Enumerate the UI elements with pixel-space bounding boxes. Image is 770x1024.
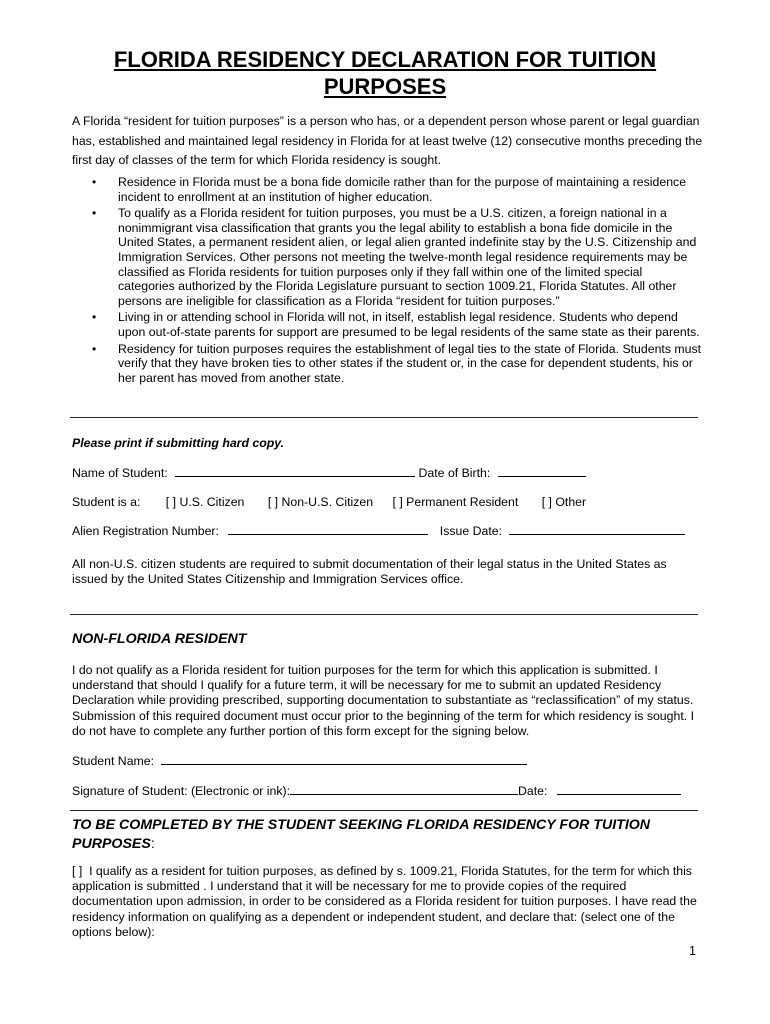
other-checkbox[interactable]: [ ] Other [541,495,587,509]
signature-row [72,783,681,799]
bullet-icon: • [92,310,97,325]
signature-label: Signature of Student: (Electronic or ink): [72,784,291,798]
student-name-label: Student Name: [72,754,155,768]
bullet-icon: • [92,206,97,221]
dob-field[interactable] [498,465,586,477]
alien-number-label: Alien Registration Number: [72,524,219,538]
section-divider [70,614,698,615]
non-florida-heading: NON-FLORIDA RESIDENT [72,631,247,647]
list-item: • Residence in Florida must be a bona fide domicile rather than for the purpose of maintaining a residence incident to enrollment at an institution of higher education. [92,175,687,204]
section-divider [70,417,698,418]
alien-number-field[interactable] [228,523,428,535]
list-item: • Residency for tuition purposes requires the establishment of legal ties to the state of Florida. Students must verify that they have broken ties to other states if the student or, in the case for dependent students, his or her parent has moved from another state. [92,341,702,385]
status-row [72,495,586,510]
page-number: 1 [689,944,696,958]
issue-date-field[interactable] [509,523,685,535]
requirements-list [72,175,702,387]
student-is-label: Student is a: [72,495,141,509]
student-name-field[interactable] [161,753,527,765]
name-field[interactable] [175,465,415,477]
section-divider [70,810,698,811]
non-florida-paragraph: I do not qualify as a Florida resident for tuition purposes for the term for which this application is submitted. I understand that should I qualify for a future term, it will be necessary for me to submit an updated Residency Declaration while providing prescribed, supporting documentation to substantiate as “reclassification” of my status. Submission of this required document must occur prior to the beginning of the term for which residency is sought. I do not have to complete any further portion of this form except for the signing below. [72,663,694,738]
page-title: FLORIDA RESIDENCY DECLARATION FOR TUITION PURPOSES [113,47,657,99]
qualify-checkbox[interactable]: [ ] [72,864,83,878]
bullet-icon: • [92,175,97,189]
print-note: Please print if submitting hard copy. [72,436,285,450]
student-name-row [72,753,527,769]
list-item: • Living in or attending school in Florida will not, in itself, establish legal residence. Students who depend upon out-of-state parents for support are presumed to be legal residents of the same state as their parents. [92,310,700,339]
permanent-resident-checkbox[interactable]: [ ] Permanent Resident [392,495,519,509]
name-row [72,465,586,481]
dob-label: Date of Birth: [418,466,491,480]
list-item: • To qualify as a Florida resident for tuition purposes, you must be a U.S. citizen, a foreign national in a nonimmigrant visa classification that grants you the legal ability to establish a bona fide domicile in the United States, a permanent resident alien, or legal alien granted indefinite stay by the U.S. Citizenship and Immigration Services. Other persons not meeting the twelve-month legal residence requirements may be classified as Florida residents for tuition purposes only if they fall within one of the limited special categories authorized by the Florida Legislature pursuant to section 1009.21, Florida Statutes. All other persons are ineligible for classification as a Florida “resident for tuition purposes.” [92,206,697,308]
issue-date-label: Issue Date: [439,524,502,538]
signature-field[interactable] [290,783,518,795]
bullet-icon: • [92,341,97,356]
alien-row [72,523,685,539]
signature-date-label: Date: [518,784,548,798]
residency-paragraph: [ ] I qualify as a resident for tuition purposes, as defined by s. 1009.21, Florida Statutes, for the term for which this application is submitted . I understand that it will be necessary for me to provide copies of the required documentation upon admission, in order to be considered as a Florida resident for tuition purposes. I have read the residency information on qualifying as a dependent or independent student, and declare that: (select one of the options below): [72,864,697,939]
noncitizen-note: All non-U.S. citizen students are required to submit documentation of their legal status in the United States as issued by the United States Citizenship and Immigration Services office. [72,557,667,587]
signature-date-field[interactable] [557,783,681,795]
us-citizen-checkbox[interactable]: [ ] U.S. Citizen [165,495,245,509]
name-label: Name of Student: [72,466,168,480]
non-us-citizen-checkbox[interactable]: [ ] Non-U.S. Citizen [267,495,374,509]
residency-heading: TO BE COMPLETED BY THE STUDENT SEEKING FLORIDA RESIDENCY FOR TUITION PURPOSES: [72,817,651,852]
intro-paragraph: A Florida “resident for tuition purposes” is a person who has, or a dependent person whose parent or legal guardian has, established and maintained legal residency in Florida for at least twelve (12) consecutive months preceding the first day of classes of the term for which Florida residency is sought. [72,114,703,167]
